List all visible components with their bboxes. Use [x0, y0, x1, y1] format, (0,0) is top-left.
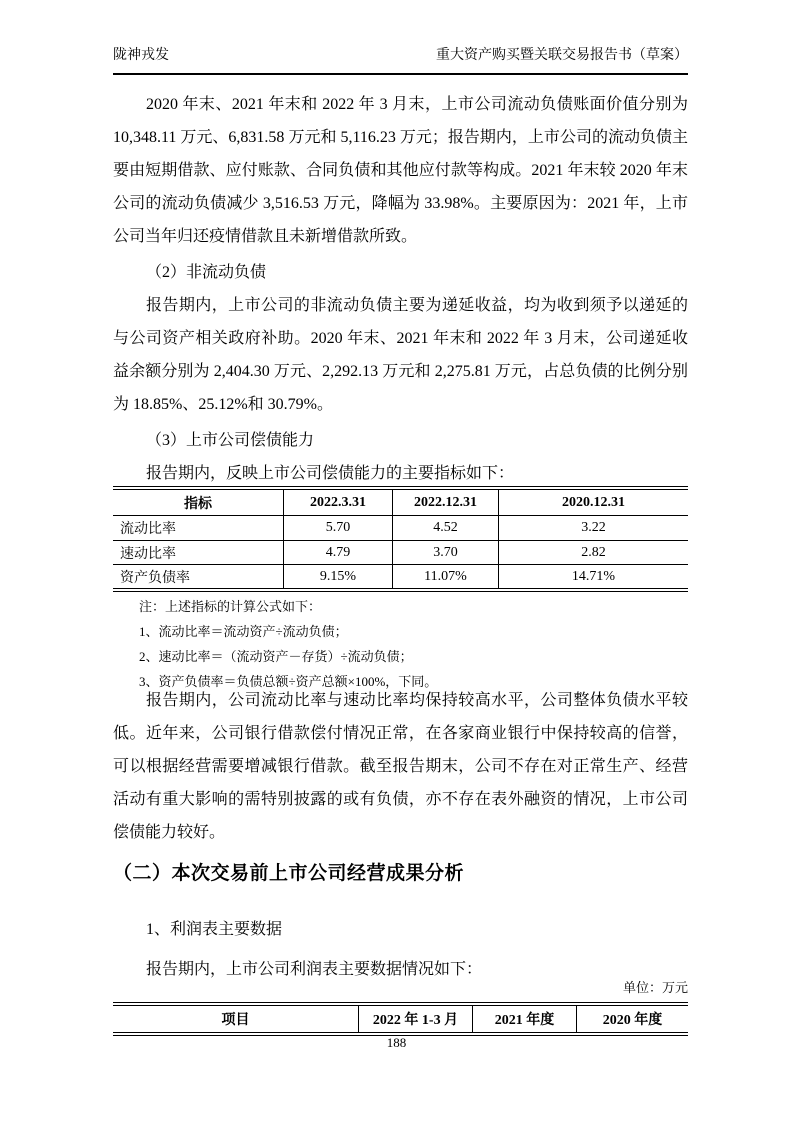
page-footer — [0, 1034, 793, 1052]
note-line: 注：上述指标的计算公式如下： — [139, 599, 322, 614]
income-header-2022-q1: 2022 年 1-3 月 — [358, 1006, 472, 1032]
table-cell: 4.52 — [392, 516, 498, 540]
table-cell: 5.70 — [283, 516, 392, 540]
table-cell: 3.70 — [392, 540, 498, 564]
unit-label: 单位：万元 — [622, 980, 688, 995]
paragraph-current-liabilities: 2020 年末、2021 年末和 2022 年 3 月末，上市公司流动负债账面价值分别为 10,348.11 万元、6,831.58 万元和 5,116.23 万元；报告期内，上市公司的流动负债主要由短期借款、应付账款、合同负债和其他应付款等构成。2021 年末较 2020 年末公司的流动负债减少 3,516.53 万元，降幅为 33.98%。主要原因为：2021 年，上市公司当年归还疫情借款且未新增借款所致。 — [113, 96, 688, 245]
income-header-item: 项目 — [221, 1013, 250, 1028]
note-line: 2、速动比率＝（流动资产－存货）÷流动负债； — [139, 649, 413, 664]
table-cell: 资产负债率 — [113, 564, 283, 588]
table-row-quick-ratio — [113, 540, 688, 564]
note-line: 1、流动比率＝流动资产÷流动负债； — [139, 624, 348, 639]
table-cell: 3.22 — [498, 516, 688, 540]
income-header-2020: 2020 年度 — [576, 1006, 688, 1032]
page-header — [113, 47, 688, 75]
paragraph-solvency-summary: 报告期内，公司流动比率与速动比率均保持较高水平，公司整体负债水平较低。近年来，公司银行借款偿付情况正常，在各家商业银行中保持较高的信誉，可以根据经营需要增减银行借款。截至报告期末，公司不存在对正常生产、经营活动有重大影响的需特别披露的或有负债，亦不存在表外融资的情况，上市公司偿债能力较好。 — [113, 692, 688, 841]
subheading-income-statement-data: 1、利润表主要数据 — [146, 921, 283, 938]
table-cell: 9.15% — [283, 564, 392, 588]
paragraph-solvency-intro: 报告期内，反映上市公司偿债能力的主要指标如下： — [146, 465, 515, 482]
table-cell: 速动比率 — [113, 540, 283, 564]
solvency-header-2020-12-31: 2020.12.31 — [498, 490, 688, 516]
table-row-current-ratio — [113, 516, 688, 540]
income-header-row — [113, 1006, 688, 1032]
income-header-2021: 2021 年度 — [472, 1006, 576, 1032]
table-notes — [113, 594, 688, 694]
table-cell: 11.07% — [392, 564, 498, 588]
solvency-header-2022-3-31: 2022.3.31 — [283, 490, 392, 516]
subheading-solvency: （3）上市公司偿债能力 — [146, 432, 315, 449]
solvency-header-row — [113, 490, 688, 516]
page-number: 188 — [386, 1035, 407, 1050]
header-report-title: 重大资产购买暨关联交易报告书（草案） — [436, 48, 688, 63]
solvency-header-2022-12-31: 2022.12.31 — [392, 490, 498, 516]
table-cell: 流动比率 — [120, 522, 176, 537]
solvency-header-indicator: 指标 — [113, 490, 283, 516]
page-content — [113, 88, 688, 1036]
table-cell: 2.82 — [498, 540, 688, 564]
paragraph-income-intro: 报告期内，上市公司利润表主要数据情况如下： — [146, 961, 483, 978]
table-cell: 4.79 — [283, 540, 392, 564]
section-heading-operating-results: （二）本次交易前上市公司经营成果分析 — [113, 863, 465, 884]
income-statement-table — [113, 1002, 688, 1036]
subheading-noncurrent-liabilities: （2）非流动负债 — [146, 264, 267, 281]
note-line: 3、资产负债率＝负债总额÷资产总额×100%，下同。 — [139, 674, 438, 689]
table-cell: 14.71% — [498, 564, 688, 588]
table-row-debt-ratio — [113, 564, 688, 588]
paragraph-noncurrent-liabilities: 报告期内，上市公司的非流动负债主要为递延收益，均为收到须予以递延的与公司资产相关政府补助。2020 年末、2021 年末和 2022 年 3 月末，公司递延收益余额分别为 2,404.30 万元、2,292.13 万元和 2,275.81 万元，占总负债的比例分别为 18.85%、25.12%和 30.79%。 — [113, 297, 688, 413]
solvency-indicators-table — [113, 486, 688, 592]
header-company-name: 陇神戎发 — [113, 48, 169, 63]
